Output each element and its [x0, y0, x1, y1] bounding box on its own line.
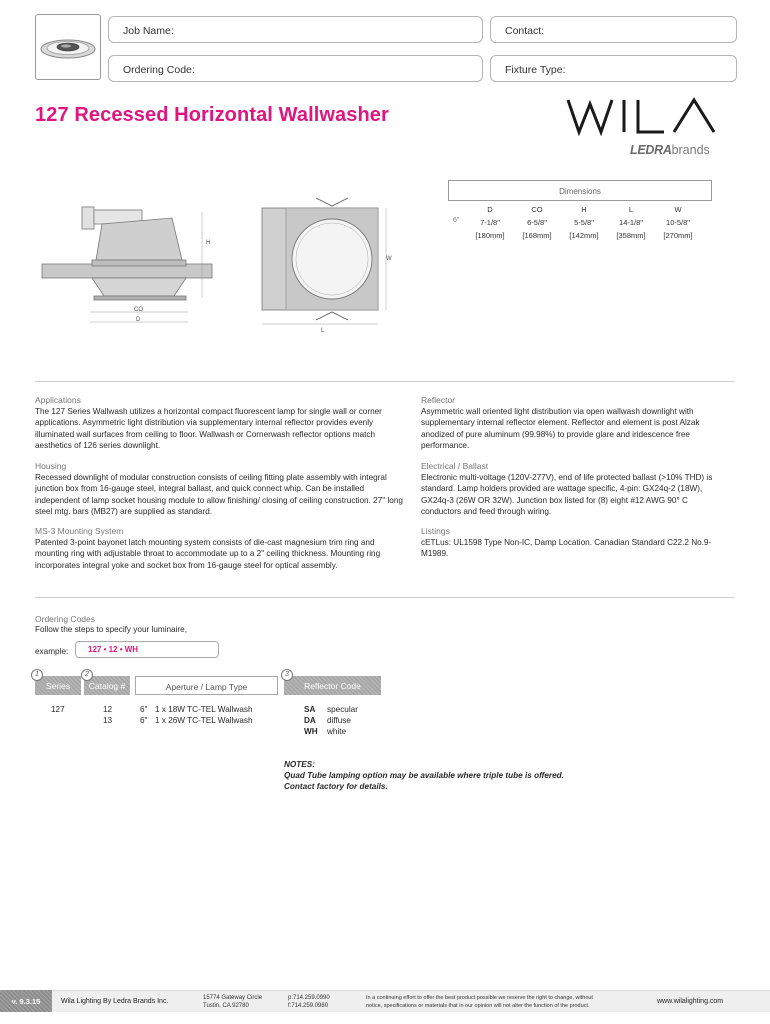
dimension-mm: [180mm]	[475, 231, 505, 240]
dimension-name: CO	[531, 205, 543, 214]
dimension-column-h	[559, 205, 609, 240]
dimension-inch: 14-1/8"	[619, 218, 643, 227]
housing-body: Recessed downlight of modular construction consists of ceiling fitting plate assembly with integral junction box from 16-gauge steel, integral ballast, and quick connect whip. Can be installed independent of lamp socket housing module to allow finishing/ closing of ceiling construction. 27" long steel mtg. bars (MB27) are supplied as standard.	[35, 473, 403, 516]
dimension-inch: 6-5/8"	[527, 218, 547, 227]
reflector-code: WH	[304, 727, 318, 736]
electrical-body: Electronic multi-voltage (120V-277V), end of life protected ballast (>10% THD) is standard. Lamp holders provided are wattage specific, 4-pin: GX24q-2 (18W), GX24q-3 (26W OR 32W). Junction box listed for (8) eight #12 AWG 90° C conductors and feed through wiring.	[421, 473, 713, 516]
section-divider	[35, 597, 735, 598]
catalog-code: 13	[103, 716, 113, 725]
mounting-heading: MS-3 Mounting System	[35, 526, 124, 536]
d-dimension-label: D	[136, 317, 141, 323]
aperture-column-header: Aperture / Lamp Type	[135, 676, 278, 695]
catalog-size: 6"	[140, 716, 148, 725]
l-dimension-label: L	[321, 328, 325, 334]
contact-field[interactable]	[490, 16, 737, 43]
ordering-code-field[interactable]	[108, 55, 483, 82]
w-dimension-label: W	[386, 256, 392, 262]
catalog-lamp: 1 x 26W TC-TEL Wallwash	[155, 716, 253, 725]
dimension-name: W	[674, 205, 682, 214]
footer-phone: p:714.259.0990	[288, 995, 330, 1001]
listings-heading: Listings	[421, 526, 450, 536]
step-number-3: 3	[281, 669, 293, 681]
product-thumbnail	[35, 14, 101, 80]
reflector-label: diffuse	[327, 716, 351, 725]
dimension-name: H	[581, 205, 587, 214]
footer-website-link[interactable]: www.wilalighting.com	[657, 998, 724, 1005]
listings-body: cETLus: UL1598 Type Non-IC, Damp Location. Canadian Standard C22.2 No.9-M1989.	[421, 538, 712, 559]
dimension-mm: [358mm]	[616, 231, 646, 240]
reflector-body: Asymmetric wall oriented light distribution via open wallwash downlight with supplementary internal reflector element. Reflector and element is post Alzak anodized of pure aluminum (99.98%) to provide glare and iridescence free performance.	[421, 407, 700, 450]
footer-disclaimer-line-2: notice, specifications or materials that in our opinion will not alter the function of the product.	[366, 1003, 590, 1009]
brands-text: brands	[671, 143, 710, 157]
top-view	[262, 198, 378, 320]
wila-logo	[566, 96, 730, 136]
catalog-code: 12	[103, 705, 113, 714]
job-name-field[interactable]	[108, 16, 483, 43]
reflector-column-header: Reflector Code	[284, 676, 381, 695]
fixture-type-field[interactable]	[490, 55, 737, 82]
ledra-text: LEDRA	[630, 143, 672, 157]
dimension-column-d	[465, 205, 515, 240]
dimension-column-w	[653, 205, 703, 240]
dimension-inch: 5-5/8"	[574, 218, 594, 227]
catalog-lamp: 1 x 18W TC-TEL Wallwash	[155, 705, 253, 714]
fixture-type-label: Fixture Type:	[505, 64, 566, 76]
ordering-codes-heading: Ordering Codes	[35, 614, 96, 624]
footer-disclaimer-line-1: In a continuing effort to offer the best product possible we reserve the right to change, without	[366, 995, 593, 1001]
example-code: 127 • 12 • WH	[88, 645, 139, 654]
reflector-code: DA	[304, 716, 316, 725]
ledra-brands-logo	[630, 143, 710, 157]
notes-line-2: Contact factory for details.	[284, 782, 388, 791]
contact-label: Contact:	[505, 25, 545, 37]
example-code-box	[75, 641, 219, 658]
reflector-label: specular	[327, 705, 358, 714]
notes-heading: NOTES:	[284, 760, 315, 769]
dimension-inch: 10-5/8"	[666, 218, 690, 227]
housing-heading: Housing	[35, 461, 67, 471]
applications-body: The 127 Series Wallwash utilizes a horizontal compact fluorescent lamp for single wall or corner applications. Asymmetric light distribution via supplementary internal reflector provides evenly illuminated wall surfaces from ceiling to floor. Wallwash or Cornerwash reflector options match aesthetics of 126 series downlight.	[35, 407, 382, 450]
technical-drawing	[34, 180, 404, 340]
footer-address-line-2: Tustin, CA 92780	[203, 1003, 249, 1009]
ordering-instruction: Follow the steps to specify your luminaire,	[35, 625, 187, 634]
dimension-column-l	[606, 205, 656, 240]
series-value: 127	[51, 705, 65, 714]
catalog-column-header: Catalog #	[84, 676, 130, 695]
mounting-body: Patented 3-point bayonet latch mounting system consists of die-cast magnesium trim ring and mounting ring with adjustable throat to accommodate up to a 2" ceiling thickness. Mounting ring incorporates integral yoke and socket box from 16-gauge steel for optical assembly.	[35, 538, 381, 570]
dimension-name: L	[628, 205, 634, 214]
reflector-heading: Reflector	[421, 395, 456, 405]
fixture-photo-icon	[36, 15, 100, 79]
dimension-mm: [168mm]	[522, 231, 552, 240]
dimension-mm: [270mm]	[663, 231, 693, 240]
dimension-inch: 7-1/8"	[480, 218, 500, 227]
series-column-header: Series	[35, 676, 81, 695]
side-view	[42, 207, 212, 300]
catalog-size: 6"	[140, 705, 148, 714]
dimensions-row-label: 6"	[453, 217, 460, 224]
footer-company: Wila Lighting By Ledra Brands Inc.	[61, 998, 169, 1005]
job-name-label: Job Name:	[123, 25, 174, 37]
dimension-name: D	[487, 205, 493, 214]
section-divider	[35, 381, 735, 382]
footer-fax: f:714.259.0980	[288, 1003, 329, 1009]
page-title: 127 Recessed Horizontal Wallwasher	[35, 104, 389, 126]
example-label: example:	[35, 647, 69, 656]
dimension-mm: [142mm]	[569, 231, 599, 240]
version-badge: v. 9.3.15	[0, 990, 52, 1012]
co-dimension-label: CO	[134, 307, 143, 313]
ordering-code-label: Ordering Code:	[123, 64, 195, 76]
notes-line-1: Quad Tube lamping option may be available where triple tube is offered.	[284, 771, 564, 780]
dimensions-header: Dimensions	[448, 180, 712, 201]
electrical-heading: Electrical / Ballast	[421, 461, 489, 471]
footer-address-line-1: 15774 Gateway Circle	[203, 995, 263, 1001]
step-number-2: 2	[81, 669, 93, 681]
step-number-1: 1	[31, 669, 43, 681]
dimension-column-co	[512, 205, 562, 240]
reflector-code: SA	[304, 705, 316, 714]
applications-heading: Applications	[35, 395, 81, 405]
reflector-label: white	[327, 727, 347, 736]
h-dimension-label: H	[206, 240, 211, 246]
